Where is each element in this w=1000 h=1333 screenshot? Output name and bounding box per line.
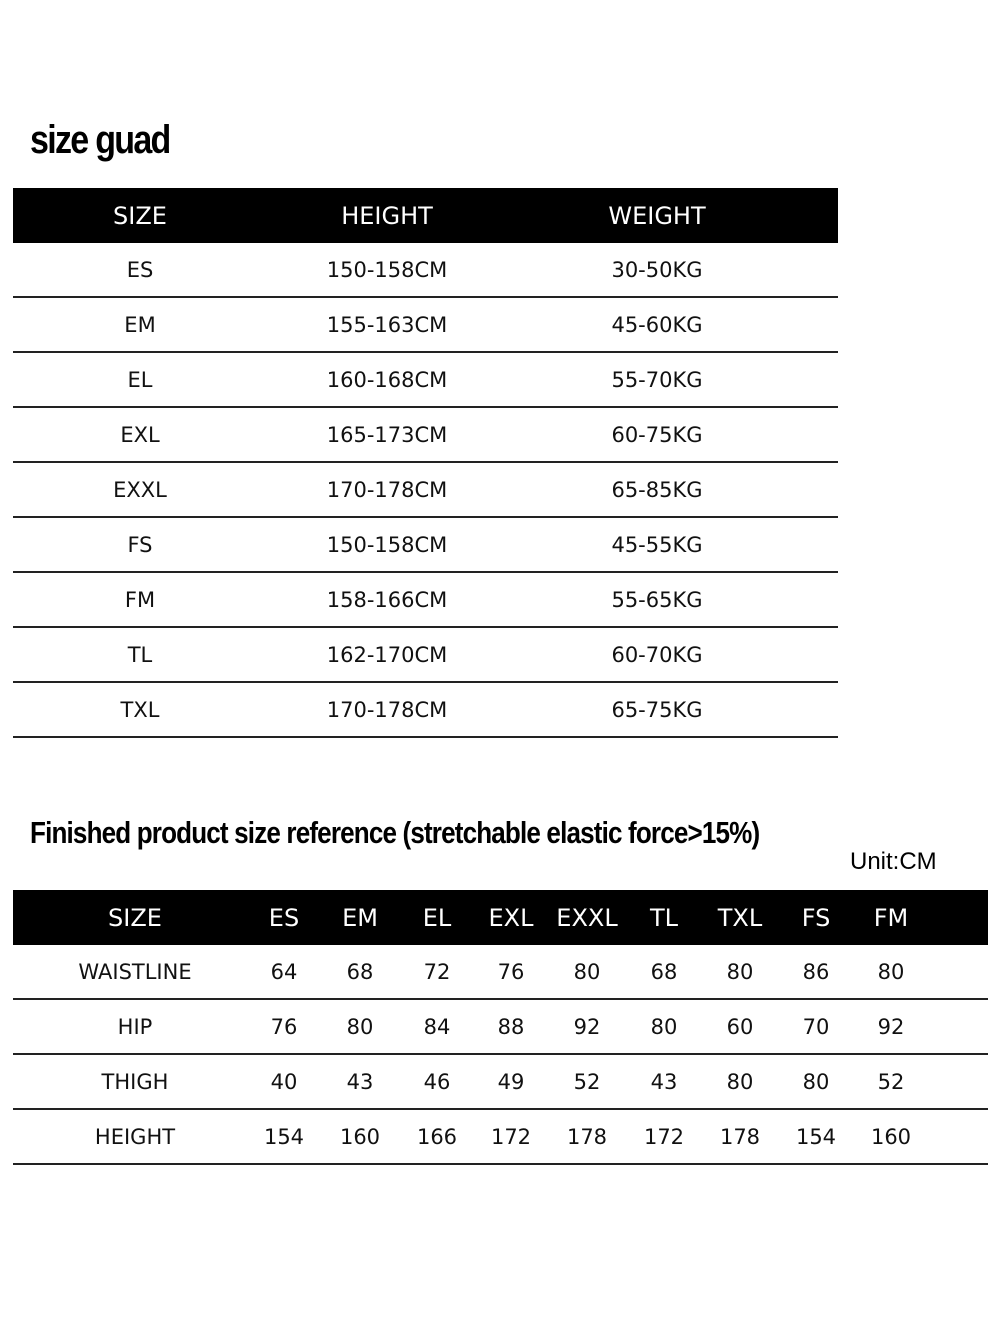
finished-product-cell: 172 [643,1124,685,1149]
size-guide-cell: FM [124,587,156,612]
size-guide-cell: 170-178CM [326,697,448,722]
finished-product-cell: 178 [566,1124,608,1149]
finished-product-cell: 154 [795,1124,837,1149]
size-guide-row [13,408,838,463]
finished-product-cell: 46 [423,1069,451,1094]
size-guide-header-row [13,188,838,243]
finished-product-cell: 80 [726,959,754,984]
finished-product-cell: 64 [270,959,298,984]
finished-product-cell: 88 [497,1014,525,1039]
finished-product-cell: 52 [573,1069,601,1094]
size-guide-cell: 165-173CM [326,422,448,447]
finished-product-cell: 52 [877,1069,905,1094]
finished-product-cell: 80 [573,959,601,984]
finished-product-header-cell: FS [801,903,831,932]
finished-product-row [13,1110,988,1165]
finished-product-cell: 43 [650,1069,678,1094]
finished-product-cell: 80 [346,1014,374,1039]
finished-product-cell: 43 [346,1069,374,1094]
size-guide-row [13,628,838,683]
finished-product-cell: 178 [719,1124,761,1149]
finished-product-header-cell: EXXL [556,903,618,932]
size-guide-cell: 55-70KG [611,367,703,392]
finished-product-row [13,1055,988,1110]
size-guide-cell: EM [124,312,156,337]
size-guide-cell: 60-70KG [611,642,703,667]
finished-product-cell: 76 [497,959,525,984]
size-guide-cell: TXL [120,697,160,722]
size-guide-row [13,518,838,573]
unit-label: Unit:CM [850,848,937,875]
finished-product-cell: 92 [573,1014,601,1039]
finished-product-header-cell: ES [268,903,300,932]
finished-product-cell: 92 [877,1014,905,1039]
finished-product-cell: 70 [802,1014,830,1039]
finished-product-cell: THIGH [101,1069,169,1094]
finished-product-cell: 80 [877,959,905,984]
size-guide-header-cell: HEIGHT [341,201,433,230]
finished-product-cell: 84 [423,1014,451,1039]
size-guide-cell: ES [126,257,154,282]
finished-product-header-cell: FM [873,903,909,932]
finished-product-cell: 80 [802,1069,830,1094]
finished-product-cell: 40 [270,1069,298,1094]
finished-product-cell: HEIGHT [94,1124,176,1149]
finished-product-cell: WAISTLINE [78,959,192,984]
size-guide-row [13,463,838,518]
size-guide-cell: 150-158CM [326,532,448,557]
size-guide-cell: 30-50KG [611,257,703,282]
finished-product-cell: HIP [117,1014,153,1039]
size-guide-row [13,353,838,408]
size-guide-cell: EL [127,367,153,392]
finished-product-cell: 68 [346,959,374,984]
size-guide-table [13,188,838,738]
finished-product-title: Finished product size reference (stretchable elastic force>15%) [30,815,760,850]
finished-product-cell: 80 [650,1014,678,1039]
size-guide-cell: 55-65KG [611,587,703,612]
size-guide-cell: 45-55KG [611,532,703,557]
size-guide-cell: 65-85KG [611,477,703,502]
size-guide-row [13,683,838,738]
finished-product-cell: 49 [497,1069,525,1094]
finished-product-header-cell: EL [422,903,452,932]
size-guide-cell: 162-170CM [326,642,448,667]
finished-product-header-cell: EXL [488,903,534,932]
finished-product-cell: 86 [802,959,830,984]
size-guide-row [13,243,838,298]
size-guide-cell: 65-75KG [611,697,703,722]
finished-product-cell: 172 [490,1124,532,1149]
finished-product-header-cell: TXL [717,903,763,932]
size-guide-cell: FS [127,532,153,557]
finished-product-cell: 72 [423,959,451,984]
size-guide-cell: TL [127,642,153,667]
size-guide-cell: 45-60KG [611,312,703,337]
size-guide-cell: 155-163CM [326,312,448,337]
size-guide-header-cell: SIZE [113,201,167,230]
finished-product-cell: 68 [650,959,678,984]
size-guide-cell: EXL [120,422,160,447]
finished-product-header-cell: TL [649,903,679,932]
finished-product-cell: 166 [416,1124,458,1149]
size-guide-cell: 150-158CM [326,257,448,282]
finished-product-row [13,1000,988,1055]
size-guide-row [13,573,838,628]
size-guide-title: size guad [30,118,170,162]
finished-product-cell: 60 [726,1014,754,1039]
finished-product-cell: 80 [726,1069,754,1094]
size-guide-cell: EXXL [113,477,167,502]
finished-product-table [13,890,988,1165]
finished-product-cell: 76 [270,1014,298,1039]
size-guide-cell: 170-178CM [326,477,448,502]
size-guide-cell: 160-168CM [326,367,448,392]
finished-product-header-row [13,890,988,945]
size-guide-cell: 60-75KG [611,422,703,447]
size-guide-row [13,298,838,353]
finished-product-cell: 160 [870,1124,912,1149]
finished-product-cell: 154 [263,1124,305,1149]
size-guide-cell: 158-166CM [326,587,448,612]
finished-product-row [13,945,988,1000]
finished-product-header-cell: EM [342,903,378,932]
finished-product-header-cell: SIZE [108,903,162,932]
finished-product-cell: 160 [339,1124,381,1149]
size-guide-header-cell: WEIGHT [608,201,706,230]
